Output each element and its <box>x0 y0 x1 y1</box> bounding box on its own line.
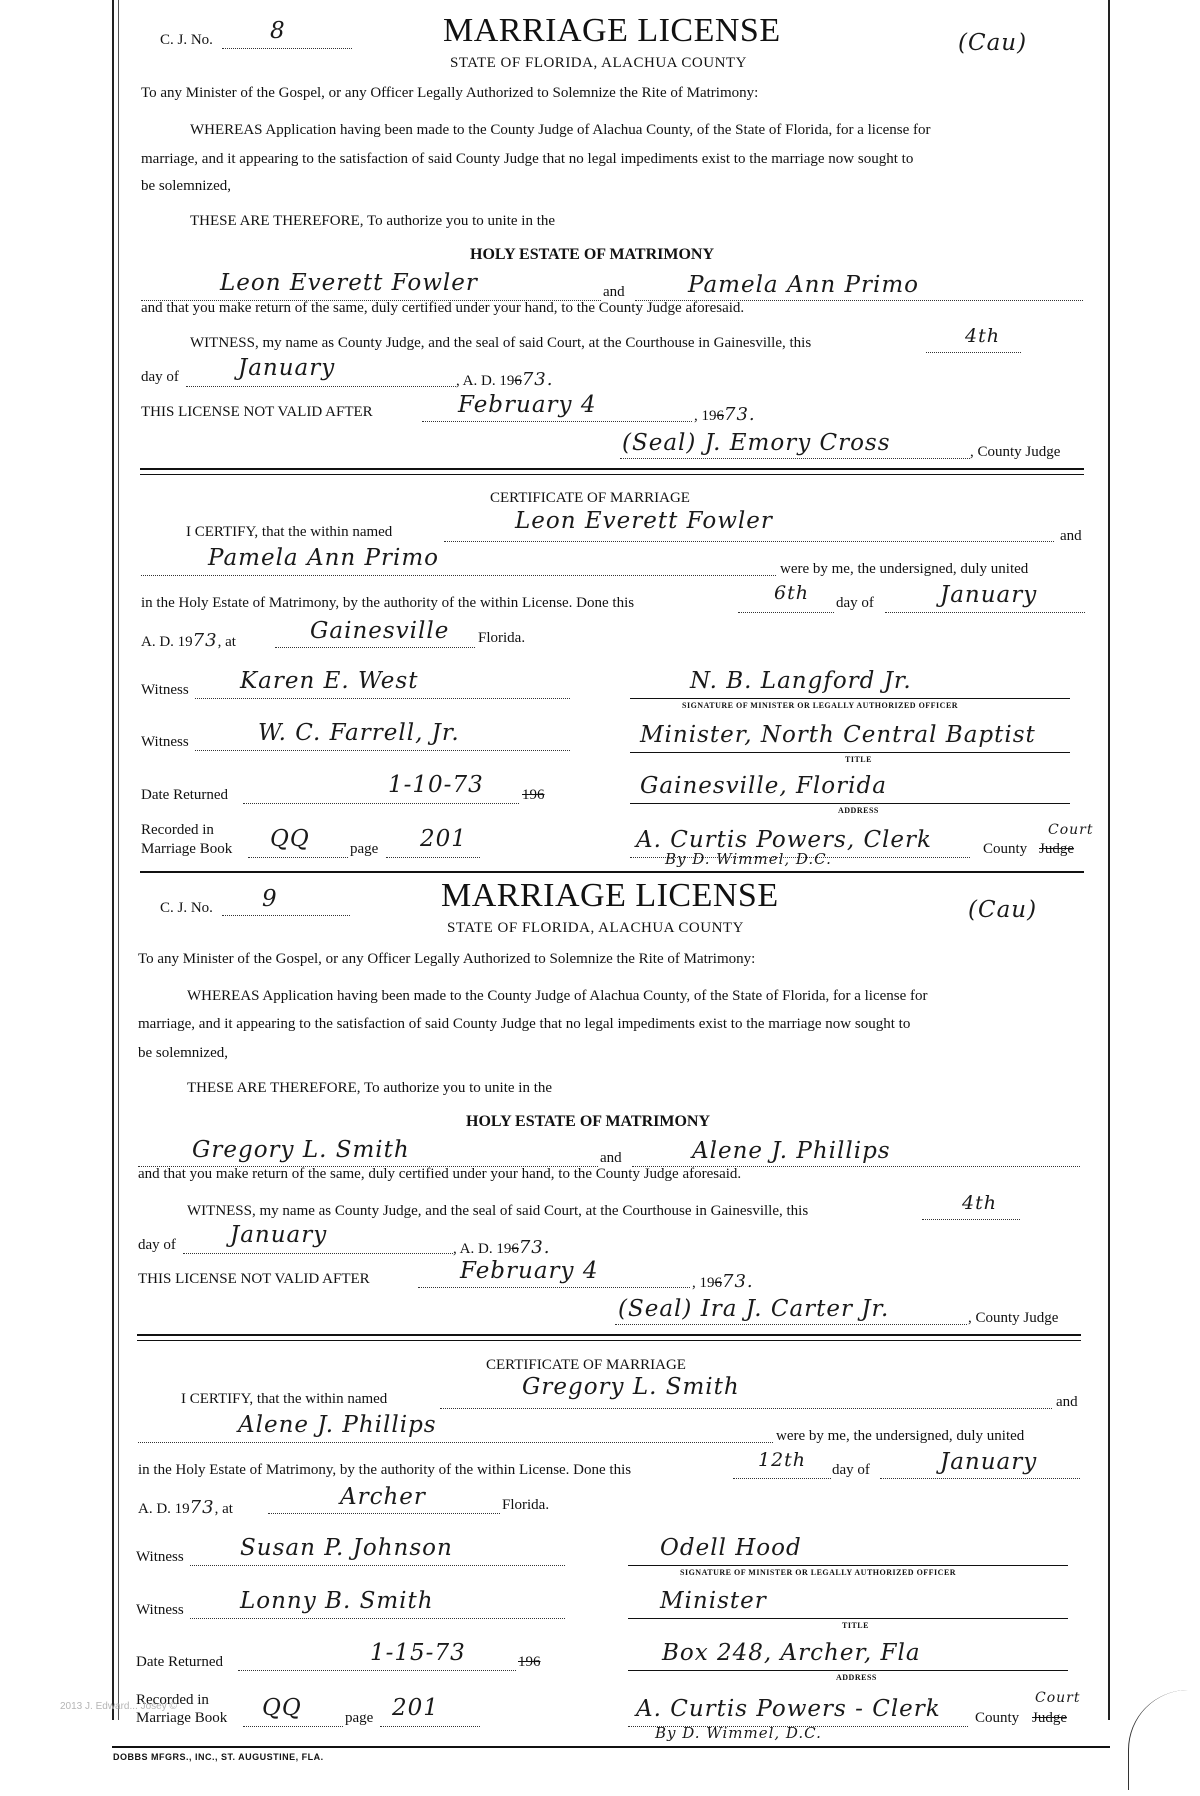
section-rule <box>140 468 1084 470</box>
judge-dots <box>620 458 970 459</box>
marriage-book-2: QQ <box>262 1695 302 1721</box>
witness-2-label-2: Witness <box>136 1602 184 1618</box>
day-of-label: day of <box>141 369 179 385</box>
day-of-label-2b: day of <box>832 1462 870 1478</box>
date-returned-2: 1-15-73 <box>370 1640 466 1666</box>
address-label: ADDRESS <box>838 806 879 815</box>
done-month-2: January <box>940 1449 1038 1475</box>
clerk-signature-2: A. Curtis Powers - Clerk <box>636 1696 941 1722</box>
cj-label: C. J. No. <box>160 32 213 48</box>
officer-signature: N. B. Langford Jr. <box>690 668 912 694</box>
witness-1-dots-2 <box>190 1565 565 1566</box>
not-valid-year: , 19673. <box>694 404 756 425</box>
title-line-2 <box>628 1618 1068 1619</box>
judge-signature-2: (Seal) Ira J. Carter Jr. <box>618 1296 890 1322</box>
county-court: Court <box>1048 822 1094 838</box>
officer-title: Minister, North Central Baptist <box>640 722 1036 748</box>
holy-estate-heading-2: HOLY ESTATE OF MATRIMONY <box>466 1113 711 1130</box>
therefore-line: THESE ARE THEREFORE, To authorize you to unite in the <box>190 213 556 229</box>
page-dots-2 <box>380 1726 480 1727</box>
ad-label-2: , A. D. 19673. <box>453 1237 551 1258</box>
section-rule-2 <box>137 1334 1081 1336</box>
witness-line: WITNESS, my name as County Judge, and the seal of said Court, at the Courthouse in Gainesville, this <box>190 335 812 351</box>
witness-day-2: 4th <box>962 1192 997 1214</box>
ad-2-label: A. D. 1973, at <box>141 630 236 651</box>
county-judge-label-2: , County Judge <box>968 1310 1059 1326</box>
return-line-2: and that you make return of the same, duly certified under your hand, to the County Judge aforesaid. <box>138 1166 742 1182</box>
bride-name-2: Alene J. Phillips <box>692 1138 891 1164</box>
witness-1-label-2: Witness <box>136 1549 184 1565</box>
section-rule-thin-2 <box>137 1340 1081 1341</box>
not-valid-label-2: THIS LICENSE NOT VALID AFTER <box>138 1271 370 1287</box>
license-subtitle: STATE OF FLORIDA, ALACHUA COUNTY <box>450 55 747 71</box>
license-month: January <box>238 355 336 381</box>
not-valid-dots <box>422 421 692 422</box>
witness-day-dots <box>926 352 1021 353</box>
title-line <box>630 752 1070 753</box>
officer-line <box>630 698 1070 699</box>
judge-dots-2 <box>615 1324 967 1325</box>
place-2: Archer <box>340 1484 426 1510</box>
date-returned-label: Date Returned <box>141 787 229 803</box>
return-line: and that you make return of the same, duly certified under your hand, to the County Judge aforesaid. <box>141 300 745 316</box>
cert-bride-dots <box>141 575 776 576</box>
day-of-label-2: day of <box>836 595 874 611</box>
not-valid-dots-2 <box>418 1287 690 1288</box>
address-line-rule <box>630 803 1070 804</box>
county-label-2: County <box>975 1710 1020 1726</box>
done-month: January <box>940 582 1038 608</box>
certify-line: I CERTIFY, that the within named <box>186 524 393 540</box>
section-rule-thin <box>140 474 1084 475</box>
officer-line-2 <box>628 1565 1068 1566</box>
whereas-line-2: marriage, and it appearing to the satisfaction of said County Judge that no legal impediments exist to the marriage now sought to <box>141 151 914 167</box>
done-day: 6th <box>774 582 809 604</box>
clerk-initials: By D. Wimmel, D.C. <box>665 850 832 868</box>
county-judge-label: , County Judge <box>970 444 1061 460</box>
license-title: MARRIAGE LICENSE <box>443 12 781 49</box>
not-valid-date-2: February 4 <box>460 1258 599 1284</box>
marriage-book: QQ <box>270 826 310 852</box>
united-line: were by me, the undersigned, duly united <box>780 561 1029 577</box>
date-returned-dots <box>243 803 519 804</box>
book-dots-2 <box>243 1726 343 1727</box>
not-valid-label: THIS LICENSE NOT VALID AFTER <box>141 404 373 420</box>
cj-label-2: C. J. No. <box>160 900 213 916</box>
page-border-left-inner <box>118 0 119 1720</box>
date-returned-dots-2 <box>238 1670 516 1671</box>
cj-dots-2 <box>222 915 350 916</box>
certificate-title: CERTIFICATE OF MARRIAGE <box>490 490 690 506</box>
witness-2-label: Witness <box>141 734 189 750</box>
officer-label: SIGNATURE OF MINISTER OR LEGALLY AUTHORIZED OFFICER <box>682 701 959 710</box>
whereas-line-2-2: marriage, and it appearing to the satisfaction of said County Judge that no legal impediments exist to the marriage now sought to <box>138 1016 911 1032</box>
judge-signature: (Seal) J. Emory Cross <box>622 430 891 456</box>
date-returned: 1-10-73 <box>388 772 484 798</box>
witness-2-name-2: Lonny B. Smith <box>240 1588 434 1614</box>
recorded-in-label: Recorded in <box>141 822 214 838</box>
page-label: page <box>350 841 379 857</box>
month-dots-2 <box>183 1253 453 1254</box>
done-day-2: 12th <box>758 1449 807 1471</box>
done-day-dots-2 <box>733 1478 831 1479</box>
place: Gainesville <box>310 618 450 644</box>
holy-estate-line: in the Holy Estate of Matrimony, by the authority of the within License. Done this <box>141 595 635 611</box>
done-month-dots-2 <box>880 1478 1080 1479</box>
witness-1-name-2: Susan P. Johnson <box>240 1535 453 1561</box>
recorded-in-label-2: Recorded in <box>136 1692 209 1708</box>
date-returned-year-2: 196 <box>518 1654 541 1670</box>
witness-line-2: WITNESS, my name as County Judge, and the seal of said Court, at the Courthouse in Gainesville, this <box>187 1203 809 1219</box>
witness-2-dots <box>195 750 570 751</box>
county-label: County <box>983 841 1028 857</box>
witness-2-name: W. C. Farrell, Jr. <box>258 720 460 746</box>
page-number-2: 201 <box>392 1695 439 1721</box>
month-dots <box>186 386 456 387</box>
officer-title-2: Minister <box>660 1588 767 1614</box>
holy-estate-line-2: in the Holy Estate of Matrimony, by the authority of the within License. Done this <box>138 1462 632 1478</box>
officer-label-2: SIGNATURE OF MINISTER OR LEGALLY AUTHORIZED OFFICER <box>680 1568 957 1577</box>
witness-day: 4th <box>965 325 1000 347</box>
title-label-2: TITLE <box>842 1621 869 1630</box>
cj-dots <box>222 48 352 49</box>
cj-number-2: 9 <box>262 886 278 912</box>
cert-bride-dots-2 <box>138 1442 773 1443</box>
cj-number: 8 <box>270 18 286 44</box>
license-month-2: January <box>230 1222 328 1248</box>
ad-label: , A. D. 19673. <box>456 369 554 390</box>
florida-label-2: Florida. <box>502 1497 550 1513</box>
book-dots <box>248 857 348 858</box>
county-court-2: Court <box>1035 1690 1081 1706</box>
witness-1-dots <box>195 698 570 699</box>
marriage-book-label: Marriage Book <box>141 841 233 857</box>
cert-groom: Leon Everett Fowler <box>515 508 773 534</box>
day-of-label-b: day of <box>138 1237 176 1253</box>
officer-address-2: Box 248, Archer, Fla <box>662 1640 921 1666</box>
witness-day-dots-2 <box>922 1219 1020 1220</box>
florida-label: Florida. <box>478 630 526 646</box>
certify-line-2: I CERTIFY, that the within named <box>181 1391 388 1407</box>
groom-name: Leon Everett Fowler <box>220 270 478 296</box>
united-line-2: were by me, the undersigned, duly united <box>776 1428 1025 1444</box>
bottom-rule <box>112 1746 1110 1748</box>
county-judge-struck: Judge <box>1039 841 1074 857</box>
and-label-2: and <box>600 1150 622 1166</box>
printer-footer: DOBBS MFGRS., INC., ST. AUGUSTINE, FLA. <box>113 1752 324 1762</box>
done-month-dots <box>885 612 1085 613</box>
officer-address: Gainesville, Florida <box>640 773 887 799</box>
witness-1-name: Karen E. West <box>240 668 419 694</box>
whereas-line-1: WHEREAS Application having been made to the County Judge of Alachua County, of the State of Florida, for a license for <box>190 122 931 138</box>
cert-groom-2: Gregory L. Smith <box>522 1374 740 1400</box>
ad-2-label-2: A. D. 1973, at <box>138 1497 233 1518</box>
address-line-rule-2 <box>628 1670 1068 1671</box>
page-number: 201 <box>420 826 467 852</box>
clerk-initials-2: By D. Wimmel, D.C. <box>655 1724 822 1742</box>
cert-and: and <box>1060 528 1082 544</box>
whereas-line-1-2: WHEREAS Application having been made to the County Judge of Alachua County, of the State of Florida, for a license for <box>187 988 928 1004</box>
officer-signature-2: Odell Hood <box>660 1535 802 1561</box>
county-judge-struck-2: Judge <box>1032 1710 1067 1726</box>
cert-groom-dots <box>444 541 1054 542</box>
license-divider <box>140 871 1084 873</box>
license-subtitle-2: STATE OF FLORIDA, ALACHUA COUNTY <box>447 920 744 936</box>
place-dots <box>275 647 475 648</box>
corner-note-2: (Cau) <box>968 897 1038 923</box>
page-border-right <box>1108 0 1110 1720</box>
cert-bride-2: Alene J. Phillips <box>238 1412 437 1438</box>
address-line: To any Minister of the Gospel, or any Officer Legally Authorized to Solemnize the Rite of Matrimony: <box>141 85 759 101</box>
cert-bride: Pamela Ann Primo <box>208 545 439 571</box>
whereas-line-3-2: be solemnized, <box>138 1045 228 1061</box>
not-valid-year-2: , 19673. <box>692 1271 754 1292</box>
page-border-left <box>112 0 114 1720</box>
address-label-2: ADDRESS <box>836 1673 877 1682</box>
cert-and-2: and <box>1056 1394 1078 1410</box>
and-label: and <box>603 284 625 300</box>
whereas-line-3: be solemnized, <box>141 178 231 194</box>
date-returned-year: 196 <box>522 787 545 803</box>
not-valid-date: February 4 <box>458 392 597 418</box>
watermark: 2013 J. Edward... Josey © <box>60 1701 177 1712</box>
bride-name: Pamela Ann Primo <box>688 272 919 298</box>
witness-2-dots-2 <box>190 1618 565 1619</box>
therefore-line-2: THESE ARE THEREFORE, To authorize you to unite in the <box>187 1080 553 1096</box>
clerk-signature: A. Curtis Powers, Clerk <box>636 827 932 853</box>
page-curl <box>1128 1690 1189 1790</box>
witness-1-label: Witness <box>141 682 189 698</box>
groom-name-2: Gregory L. Smith <box>192 1137 410 1163</box>
place-dots-2 <box>268 1513 500 1514</box>
corner-note: (Cau) <box>958 30 1028 56</box>
page-dots <box>386 857 480 858</box>
done-day-dots <box>738 612 834 613</box>
certificate-title-2: CERTIFICATE OF MARRIAGE <box>486 1357 686 1373</box>
title-label: TITLE <box>845 755 872 764</box>
holy-estate-heading: HOLY ESTATE OF MATRIMONY <box>470 246 715 263</box>
date-returned-label-2: Date Returned <box>136 1654 224 1670</box>
address-line-2: To any Minister of the Gospel, or any Officer Legally Authorized to Solemnize the Rite of Matrimony: <box>138 951 756 967</box>
cert-groom-dots-2 <box>440 1408 1052 1409</box>
license-title-2: MARRIAGE LICENSE <box>441 877 779 914</box>
page-label-2: page <box>345 1710 374 1726</box>
marriage-book-label-2: Marriage Book <box>136 1710 228 1726</box>
